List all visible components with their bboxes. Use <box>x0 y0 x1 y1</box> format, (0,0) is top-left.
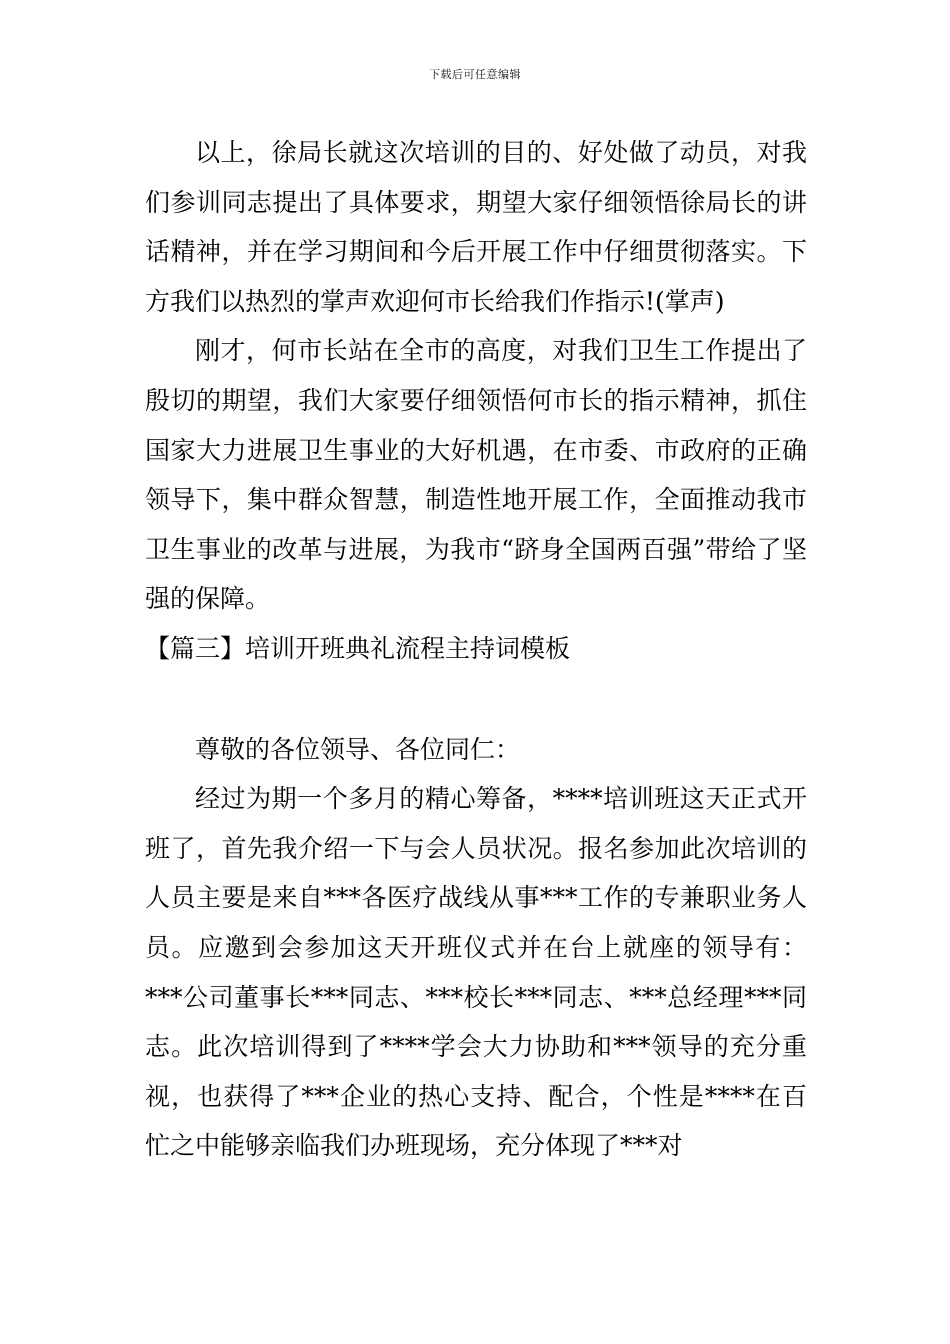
paragraph-speech-summary: 以上，徐局长就这次培训的目的、好处做了动员，对我们参训同志提出了具体要求，期望大家仔细领悟徐局长的讲话精神，并在学习期间和今后开展工作中仔细贯彻落实。下方我们以热烈的掌声欢迎何市长给我们作指示!(掌声) <box>145 138 807 316</box>
page-header-note: 下载后可任意编辑 <box>429 68 521 81</box>
paragraph-opening-introduction: 经过为期一个多月的精心筹备，****培训班这天正式开班了，首先我介绍一下与会人员状况。报名参加此次培训的人员主要是来自***各医疗战线从事***工作的专兼职业务人员。应邀到会参加这天开班仪式并在台上就座的领导有：***公司董事长***同志、***校长***同志、***总经理***同志。此次培训得到了****学会大力协助和***领导的充分重视，也获得了***企业的热心支持、配合，个性是****在百忙之中能够亲临我们办班现场，充分体现了***对 <box>145 784 807 1161</box>
paragraph-mayor-remarks: 刚才，何市长站在全市的高度，对我们卫生工作提出了殷切的期望，我们大家要仔细领悟何市长的指示精神，抓住国家大力进展卫生事业的大好机遇，在市委、市政府的正确领导下，集中群众智慧，制造性地开展工作，全面推动我市卫生事业的改革与进展，为我市“跻身全国两百强”带给了坚强的保障。 <box>145 336 807 614</box>
document-body <box>145 128 807 1171</box>
blank-line <box>145 674 807 725</box>
paragraph-greeting: 尊敬的各位领导、各位同仁： <box>195 734 521 764</box>
section-heading: 【篇三】培训开班典礼流程主持词模板 <box>145 633 571 663</box>
